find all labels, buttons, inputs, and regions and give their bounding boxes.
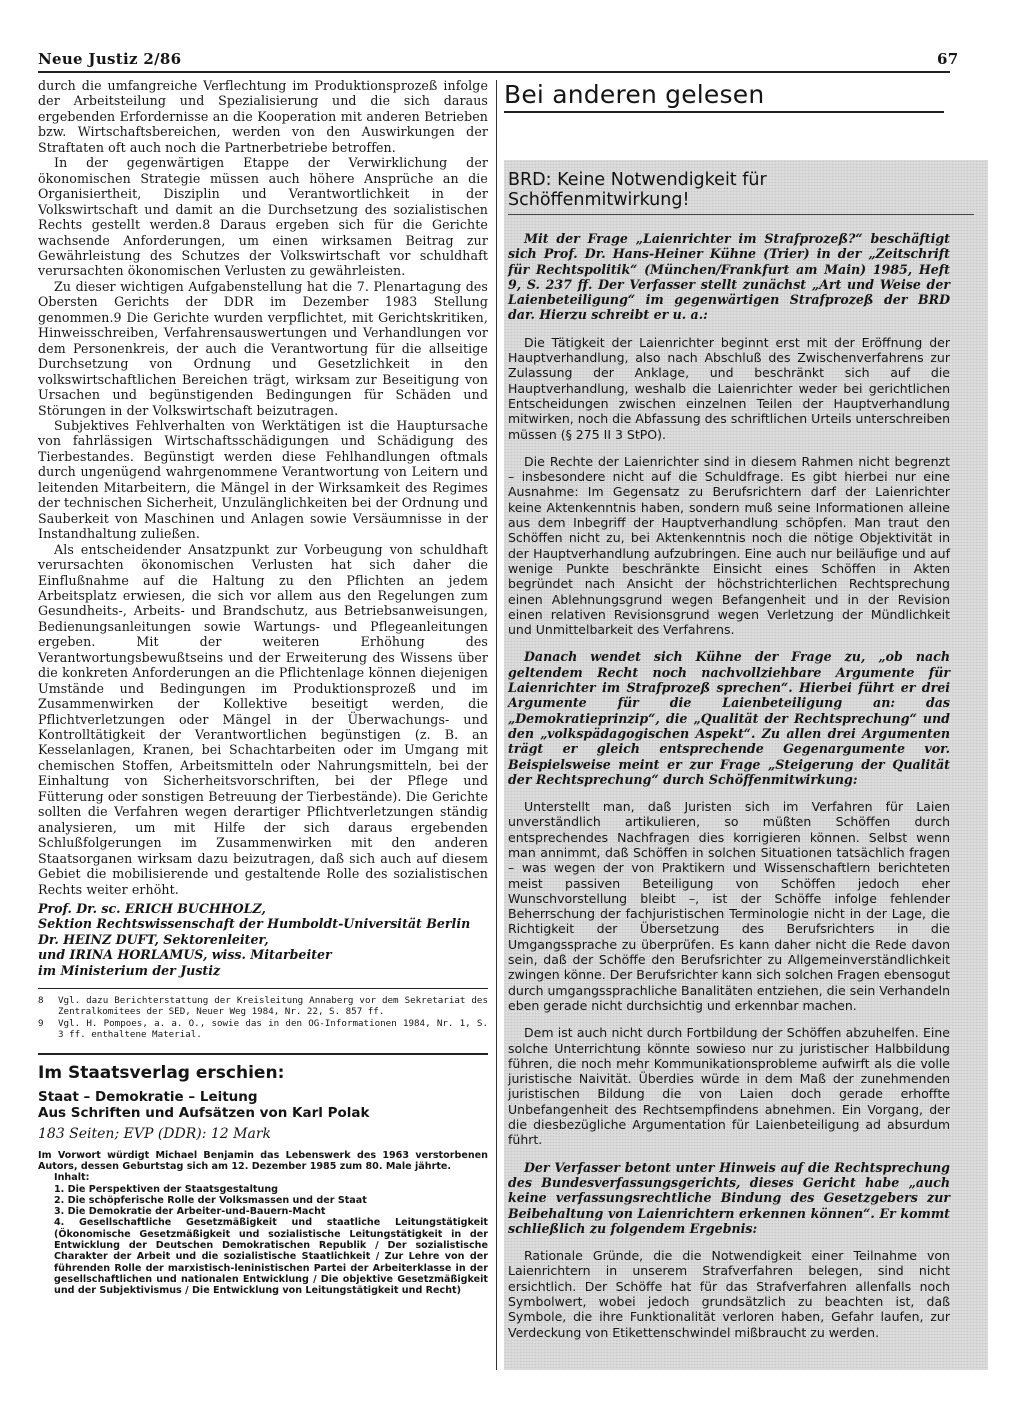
quoted-paragraph: Die Rechte der Laienrichter sind in diesem Rahmen nicht begrenzt – insbesondere nicht auf die Schuldfrage. Es gibt hierbei nur eine Ausnahme: Im Gegensatz zu Berufsrichtern darf der Laienrichter keine Aktenkenntnis haben, sondern muß seine Informationen alleine aus dem Inbegriff der Hauptverhandlung schöpfen. Man traut den Schöffen nicht zu, bei Aktenkenntnis noch die nötige Objektivität in der Hauptverhandlung aufzubringen. Eine auch nur beiläufige und auf wenige Punkte beschränkte Einsicht eines Schöffen in Akten begründet nach Ansicht der höchstrichterlichen Rechtsprechung einen Ablehnungsgrund wegen Befangenheit und in der Revision einen relativen Revisionsgrund wegen Verletzung der Mündlichkeit und Unmittelbarkeit des Verfahrens.	[508, 453, 950, 638]
left-column	[38, 78, 488, 1297]
inhalt-label: Inhalt:	[54, 1172, 90, 1184]
paragraph-1: durch die umfangreiche Verflechtung im Produktionsprozeß infolge der Arbeitsteilung und Spezialisierung und die sich daraus ergebenden Erfordernisse an die Kooperation mit anderen Betrieben bzw. Wirtschaftsbereichen, werden von den Auswirkungen der Straftaten oft auch noch die Partnerbetriebe betroffen.	[38, 78, 488, 155]
footnote-number: 9	[38, 1017, 44, 1029]
inhalt-item: 2. Die schöpferische Rolle der Volksmassen und der Staat	[54, 1194, 367, 1206]
journal-header: Neue Justiz 2/86	[38, 50, 182, 68]
paragraph-3: Zu dieser wichtigen Aufgabenstellung hat die 7. Plenartagung des Obersten Gerichts der DDR im Dezember 1983 Stellung genommen.9 Die Gerichte wurden verpflichtet, mit Gerichtskritiken, Hinweisschreiben, Verfahrensauswertungen und Verhandlungen vor dem Personenkreis, der auch die Verantwortung für die allseitige Durchsetzung von Ordnung und Gesetzlichkeit in den volkswirtschaftlichen Bereichen trägt, wirksam zur Beseitigung von Ursachen und begünstigenden Bedingungen für Schäden und Störungen in der Volkswirtschaft beizutragen.	[38, 278, 488, 418]
editorial-note: Der Verfasser betont unter Hinweis auf die Rechtsprechung des Bundesverfassungsgerichts, dieses Gericht habe „auch keine verfassungsrechtliche Bindung des Gesetzgebers zur Beibehaltung von Laienrichtern erkennen können“. Er kommt schließlich zu folgendem Ergebnis:	[508, 1159, 950, 1236]
column-divider	[496, 80, 497, 1370]
paragraph-4: Subjektives Fehlverhalten von Werktätigen ist die Hauptursache von fahrlässigen Wirtschaftsschädigungen und Schädigung des Tierbestandes. Begünstigt werden diese Fehlhandlungen oftmals durch ungenügend wahrgenommene Verantwortung von Leitern und leitenden Mitarbeitern, die Mängel in der Wirksamkeit des Regimes der technischen Sicherheit, Unzulänglichkeiten bei der Ordnung und Sauberkeit von Maschinen und Anlagen sowie Versäumnisse in der Instandhaltung zuließen.	[38, 417, 488, 542]
signature-line: im Ministerium der Justiz	[38, 962, 221, 978]
signature-line: Dr. HEINZ DUFT, Sektorenleiter,	[38, 931, 269, 947]
quoted-paragraph: Unterstellt man, daß Juristen sich im Verfahren für Laien unverständlich artikulieren, so müßten Schöffen durch entsprechendes Nachfragen dies korrigieren können. Selbst wenn man annimmt, daß Schöffen in solchen Situationen tatsächlich fragen – was wegen der von Praktikern und Wissenschaftlern berichteten meist passiven Beteiligung von Schöffen jedoch eher Wunschvorstellung bleibt –, ist der Schöffe infolge fehlender Beherrschung der fachjuristischen Terminologie nicht in der Lage, die Richtigkeit der Übersetzung des Berufsrichters in die Umgangssprache zu überprüfen. Es kann daher nicht die Rede davon sein, daß der Schöffe den Berufsrichter zu Allgemeinverständlichkeit zwingen könne. Der Berufsrichter kann sich solchen Fragen ebensogut durch umgangssprachliche Banalitäten entziehen, die sein Verhandeln eben gerade nicht durchsichtig und erkennbar machen.	[508, 799, 950, 1013]
editorial-note: Danach wendet sich Kühne der Frage zu, „ob nach geltendem Recht noch nachvollziehbare Argumente für Laienrichter im Strafprozeß sprechen“. Hierbei führt er drei Argumente für die Laienbeteiligung an: das „Demokratieprinzip“, die „Qualität der Rechtsprechung“ und den „volkspädagogischen Aspekt“. Zu allen drei Argumenten trägt er gleich entsprechende Gegenargumente vor. Beispielsweise meint er zur Frage „Steigerung der Qualität der Rechtsprechung“ durch Schöffenmitwirkung:	[508, 649, 950, 787]
right-column-header	[504, 80, 990, 113]
book-title: Staat – Demokratie – Leitung	[38, 1088, 258, 1105]
inhalt-item: 4. Gesellschaftliche Gesetzmäßigkeit und staatliche Leitungstätigkeit (Ökonomische Gesetzmäßigkeit und sozialistische Leitungstätigkeit in der Entwicklung der Deutschen Demokratischen Republik / Der sozialistische Charakter der Arbeit und die sozialistische Staatlichkeit / Zur Lehre von der führenden Rolle der marxistisch-leninistischen Partei der Arbeiterklasse in der gesellschaftlichen und nationalen Entwicklung / Die objektive Gesetzmäßigkeit und der Subjektivismus / Die Entwicklung von Leitungstätigkeit und Recht)	[54, 1217, 488, 1297]
header-rule	[38, 71, 950, 73]
footnote-rule	[38, 988, 488, 989]
book-subtitle: Aus Schriften und Aufsätzen von Karl Polak	[38, 1105, 370, 1122]
inhalt-item: 1. Die Perspektiven der Staatsgestaltung	[54, 1183, 279, 1195]
article-title-rule	[508, 214, 974, 215]
inhalt-list	[38, 1184, 488, 1297]
quoted-paragraph: Rationale Gründe, die die Notwendigkeit einer Teilnahme von Laienrichtern in unserem Strafverfahren belegen, sind nicht ersichtlich. Der Schöffe hat für das Strafverfahren allenfalls noch Symbolwert, wobei jedoch grundsätzlich zu beachten ist, daß Symbole, die ihre Funktionalität verloren haben, Gefahr laufen, zur Verdeckung von Etikettenschwindel mißbraucht zu werden.	[508, 1248, 950, 1340]
page-number: 67	[937, 50, 959, 68]
signature-line: Prof. Dr. sc. ERICH BUCHHOLZ,	[38, 901, 266, 917]
quoted-paragraph: Die Tätigkeit der Laienrichter beginnt erst mit der Eröffnung der Hauptverhandlung, also nach Abschluß des Zwischenverfahrens zur Zulassung der Anklage, und beschränkt sich auf die Hauptverhandlung, weshalb die Laienrichter weder bei gerichtlichen Entscheidungen zwischen einzelnen Teilen der Hauptverhandlung mitwirken, noch die Abfassung des schriftlichen Urteils unterschreiben müssen (§ 275 II 3 StPO).	[508, 334, 950, 442]
signature-line: und IRINA HORLAMUS, wiss. Mitarbeiter	[38, 947, 332, 963]
footnote-text: Vgl. dazu Berichterstattung der Kreisleitung Annaberg vor dem Sekretariat des Zentralkomitees der SED, Neuer Weg 1984, Nr. 22, S. 857 ff.	[58, 995, 488, 1018]
article-title: BRD: Keine Notwendigkeit für Schöffenmitwirkung!	[508, 170, 767, 210]
paragraph-5: Als entscheidender Ansatzpunkt zur Vorbeugung von schuldhaft verursachten ökonomischen Verlusten hat sich daher die Einflußnahme auf die Haltung zu den Pflichten an jedem Arbeitsplatz erwiesen, die sich vor allem aus den Regelungen zum Gesundheits-, Arbeits- und Brandschutz, aus Betriebsanweisungen, Bedienungsanleitungen sowie Wartungs- und Pflegeanleitungen ergeben. Mit der weiteren Erhöhung des Verantwortungsbewußtseins und der Erweiterung des Wissens über die konkreten Anforderungen an die Pflichtenlage können diejenigen Umstände und Bedingungen im Produktionsprozeß und im Zusammenwirken der Kollektive beseitigt werden, die Pflichtverletzungen oder Mängel in der Überwachungs- und Kontrolltätigkeit der Verantwortlichen begünstigen (z. B. an Kesselanlagen, Kranen, bei Schachtarbeiten oder im Umgang mit chemischen Stoffen, Arbeitsmitteln oder Nahrungsmitteln, bei der Einhaltung von Sicherheitsvorschriften, bei der Pflege und Fütterung oder sonstigen Betreuung der Tierbestände). Die Gerichte sollten die Verfahren wegen derartiger Pflichtverletzungen ständig analysieren, um mit Hilfe der sich daraus ergebenden Schlußfolgerungen im Zusammenwirken mit den anderen Staatsorganen wirksam dazu beizutragen, daß sich auch auf diesem Gebiet die mobilisierende und gestaltende Rolle des sozialistischen Rechts weiter erhöht.	[38, 541, 488, 897]
quoted-paragraph: Dem ist auch nicht durch Fortbildung der Schöffen abzuhelfen. Eine solche Unterrichtung könnte sowieso nur zu juristischer Halbbildung führen, die noch mehr Kommunikationsprobleme aufwirft als die volle juristische Naivität. Überdies würde in dem Maß der zunehmenden juristischen Bildung die von Laien doch gerade erhoffte Unbefangenheit des Rechtsempfindens abnehmen. Ein Vorgang, der die diesbezügliche Argumentation für Laienbeteiligung ad absurdum führt.	[508, 1025, 950, 1148]
paragraph-2: In der gegenwärtigen Etappe der Verwirklichung der ökonomischen Strategie müssen auch höhere Ansprüche an die Organisiertheit, Disziplin und Verantwortlichkeit in der Volkswirtschaft und damit an die Durchsetzung des sozialistischen Rechts gestellt werden.8 Daraus ergeben sich für die Gerichte wachsende Anforderungen, um einen wirksamen Beitrag zur Gewährleistung des Schutzes der Volkswirtschaft vor schuldhaft verursachten ökonomischen Verlusten zu gewährleisten.	[38, 155, 488, 279]
book-price: 183 Seiten; EVP (DDR): 12 Mark	[38, 1125, 272, 1142]
book-intro: Im Vorwort würdigt Michael Benjamin das Lebenswerk des 1963 verstorbenen Autors, dessen Geburtstag sich am 12. Dezember 1985 zum 80. Male jährte.	[38, 1149, 488, 1172]
article-content	[508, 170, 950, 1352]
section-title-rule	[504, 111, 944, 113]
footnote-8	[38, 995, 488, 1018]
staatsverlag-heading: Im Staatsverlag erschien:	[38, 1062, 285, 1083]
staatsverlag-rule	[38, 1053, 488, 1055]
signature-line: Sektion Rechtswissenschaft der Humboldt-Universität Berlin	[38, 916, 471, 932]
footnote-9	[38, 1018, 488, 1041]
section-title: Bei anderen gelesen	[504, 80, 765, 109]
editorial-intro: Mit der Frage „Laienrichter im Strafprozeß?“ beschäftigt sich Prof. Dr. Hans-Heiner Kühne (Trier) in der „Zeitschrift für Rechtspolitik“ (München/Frankfurt am Main) 1985, Heft 9, S. 237 ff. Der Verfasser stellt zunächst „Art und Weise der Laienbeteiligung“ im gegenwärtigen Strafprozeß der BRD dar. Hierzu schreibt er u. a.:	[508, 231, 950, 323]
footnote-text: Vgl. H. Pompoes, a. a. O., sowie das in den OG-Informationen 1984, Nr. 1, S. 3 ff. enthaltene Material.	[58, 1017, 488, 1041]
inhalt-item: 3. Die Demokratie der Arbeiter-und-Bauern-Macht	[54, 1206, 326, 1218]
footnote-number: 8	[38, 995, 44, 1007]
